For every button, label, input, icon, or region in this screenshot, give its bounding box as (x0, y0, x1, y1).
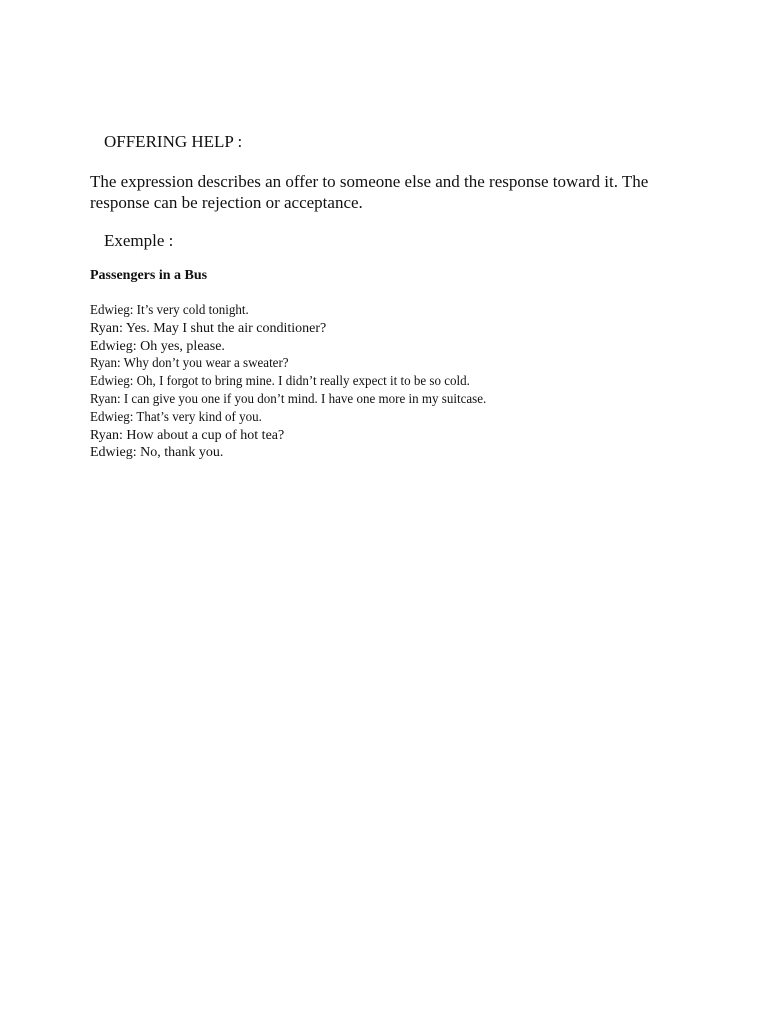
intro-line: The expression describes an offer to someone else and the response toward it. The (90, 172, 649, 191)
dialog-list (90, 302, 516, 462)
dialog-line: Edwieg: Oh, I forgot to bring mine. I didn’t really expect it to be so cold. (90, 374, 470, 390)
dialog-line: Edwieg: Oh yes, please. (90, 338, 225, 354)
dialog-line: Ryan: Yes. May I shut the air conditioner? (90, 320, 327, 336)
example-label: Exemple : (104, 231, 174, 250)
dialog-line: Edwieg: No, thank you. (90, 445, 224, 461)
dialog-title: Passengers in a Bus (90, 268, 208, 283)
intro-paragraph (90, 171, 700, 213)
dialog-line: Edwieg: It’s very cold tonight. (90, 303, 249, 318)
dialog-line: Ryan: How about a cup of hot tea? (90, 427, 285, 443)
section-heading: OFFERING HELP : (104, 132, 243, 151)
dialog-line: Ryan: Why don’t you wear a sweater? (90, 356, 289, 372)
intro-line: response can be rejection or acceptance. (90, 193, 363, 212)
dialog-line: Ryan: I can give you one if you don’t mind. I have one more in my suitcase. (90, 391, 487, 407)
dialog-line: Edwieg: That’s very kind of you. (90, 409, 262, 425)
